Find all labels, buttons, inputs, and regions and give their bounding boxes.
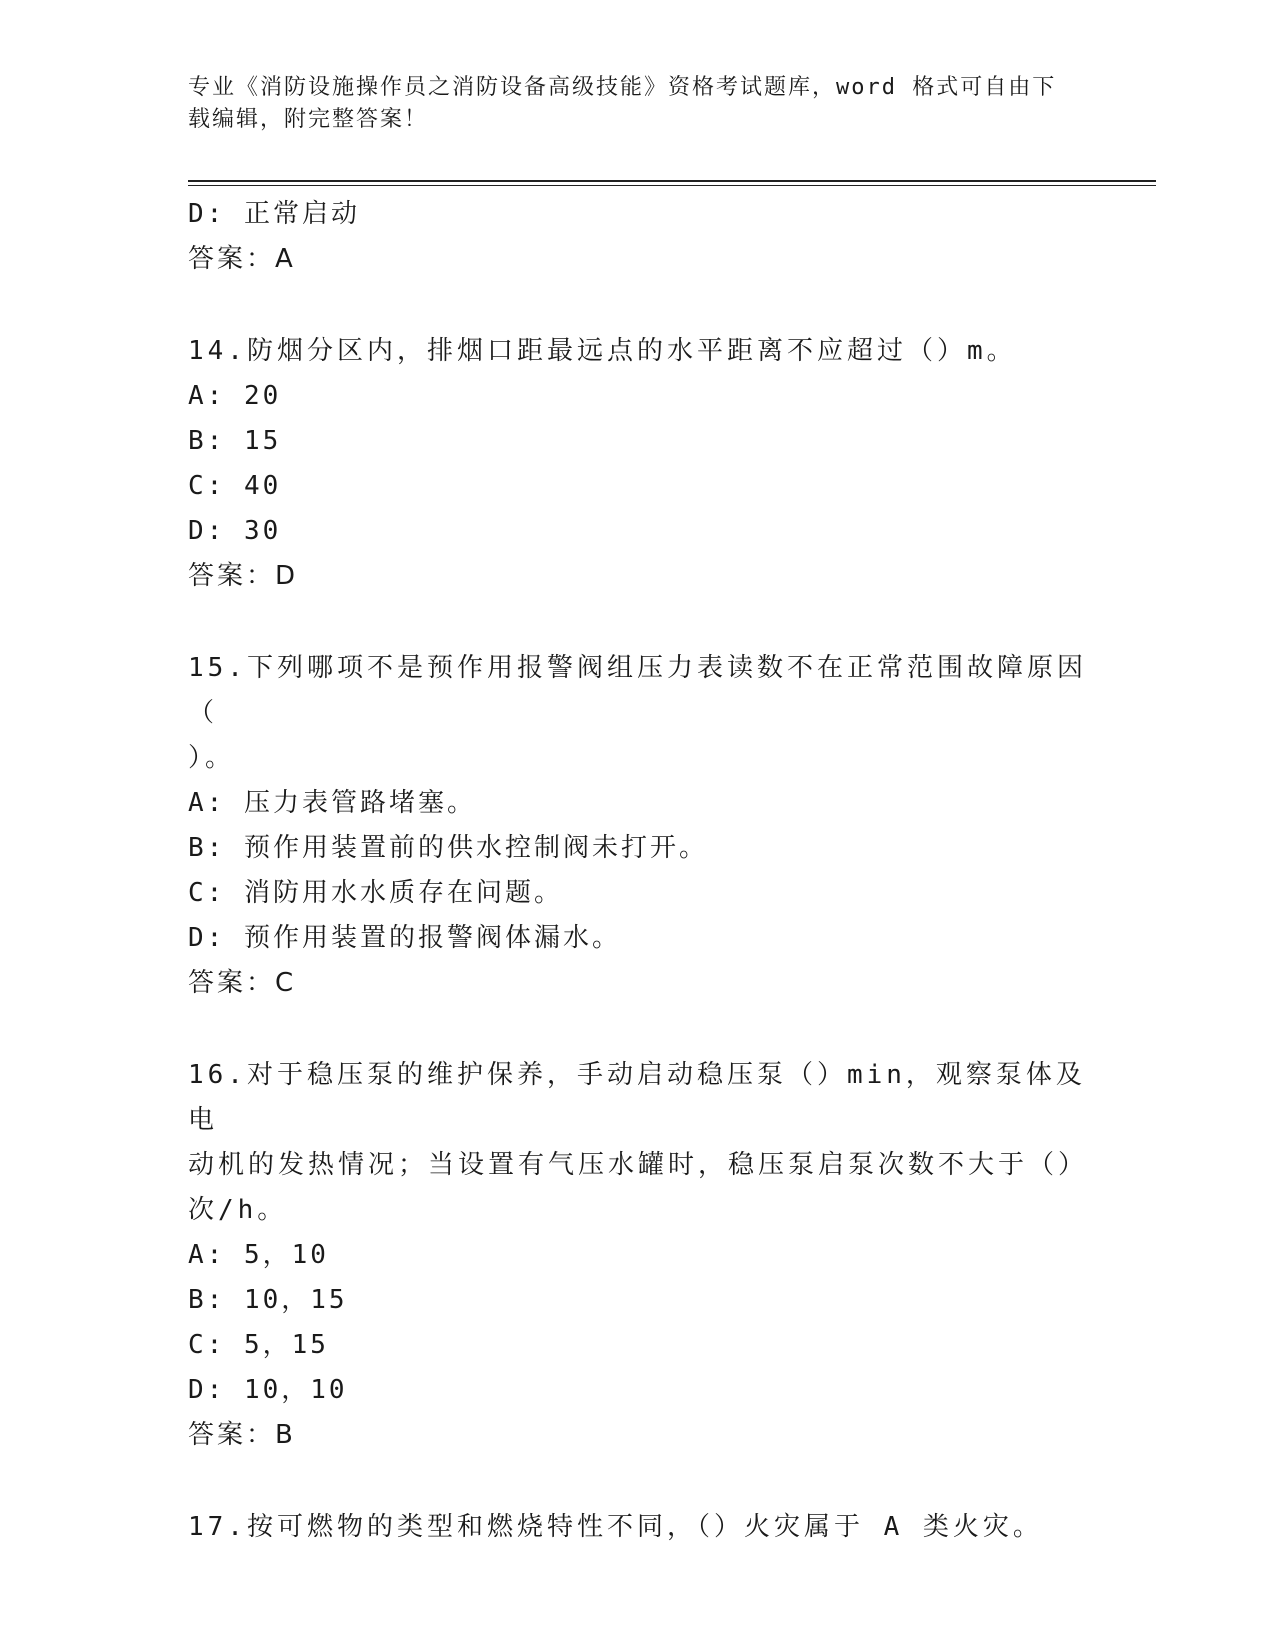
question-16-option-c: C: 5，15	[188, 1330, 329, 1360]
question-15-option-b: B: 预作用装置前的供水控制阀未打开。	[188, 833, 708, 863]
question-15-option-a: A: 压力表管路堵塞。	[188, 788, 476, 818]
question-15	[188, 646, 1088, 1006]
question-list	[188, 192, 1088, 1550]
question-16-stem-line-2: 动机的发热情况；当设置有气压水罐时，稳压泵启泵次数不大于（）	[188, 1150, 1089, 1180]
question-17-stem: 17.按可燃物的类型和燃烧特性不同，（）火灾属于 A 类火灾。	[188, 1512, 1043, 1542]
question-16-stem-line-1: 16.对于稳压泵的维护保养，手动启动稳压泵（）min，观察泵体及电	[188, 1060, 1086, 1135]
question-16-answer: 答案：B	[188, 1420, 296, 1450]
header-line-2: 载编辑，附完整答案！	[188, 107, 429, 132]
question-14-option-a: A: 20	[188, 381, 282, 411]
header-rule-thick	[188, 180, 1156, 182]
document-header	[188, 72, 1088, 136]
question-15-stem-line-2: ）。	[188, 743, 236, 773]
prev-option-d: D: 正常启动	[188, 199, 360, 229]
question-15-option-c: C: 消防用水水质存在问题。	[188, 878, 563, 908]
question-17	[188, 1505, 1088, 1550]
question-14	[188, 329, 1088, 599]
question-16-option-d: D: 10，10	[188, 1375, 348, 1405]
header-rule-thin	[188, 185, 1156, 186]
question-16-stem-line-3: 次/h。	[188, 1195, 288, 1225]
question-14-stem: 14.防烟分区内，排烟口距最远点的水平距离不应超过（）m。	[188, 336, 1017, 366]
question-14-answer: 答案：D	[188, 561, 299, 591]
question-15-answer: 答案：C	[188, 968, 297, 998]
question-16-option-a: A: 5，10	[188, 1240, 329, 1270]
question-15-stem-line-1: 15.下列哪项不是预作用报警阀组压力表读数不在正常范围故障原因（	[188, 653, 1087, 728]
question-15-option-d: D: 预作用装置的报警阀体漏水。	[188, 923, 621, 953]
question-14-option-d: D: 30	[188, 516, 282, 546]
question-16-option-b: B: 10，15	[188, 1285, 348, 1315]
header-line-1: 专业《消防设施操作员之消防设备高级技能》资格考试题库，word 格式可自由下	[188, 75, 1057, 100]
question-14-option-b: B: 15	[188, 426, 282, 456]
prev-answer: 答案：A	[188, 244, 296, 274]
question-16	[188, 1053, 1088, 1458]
question-14-option-c: C: 40	[188, 471, 282, 501]
